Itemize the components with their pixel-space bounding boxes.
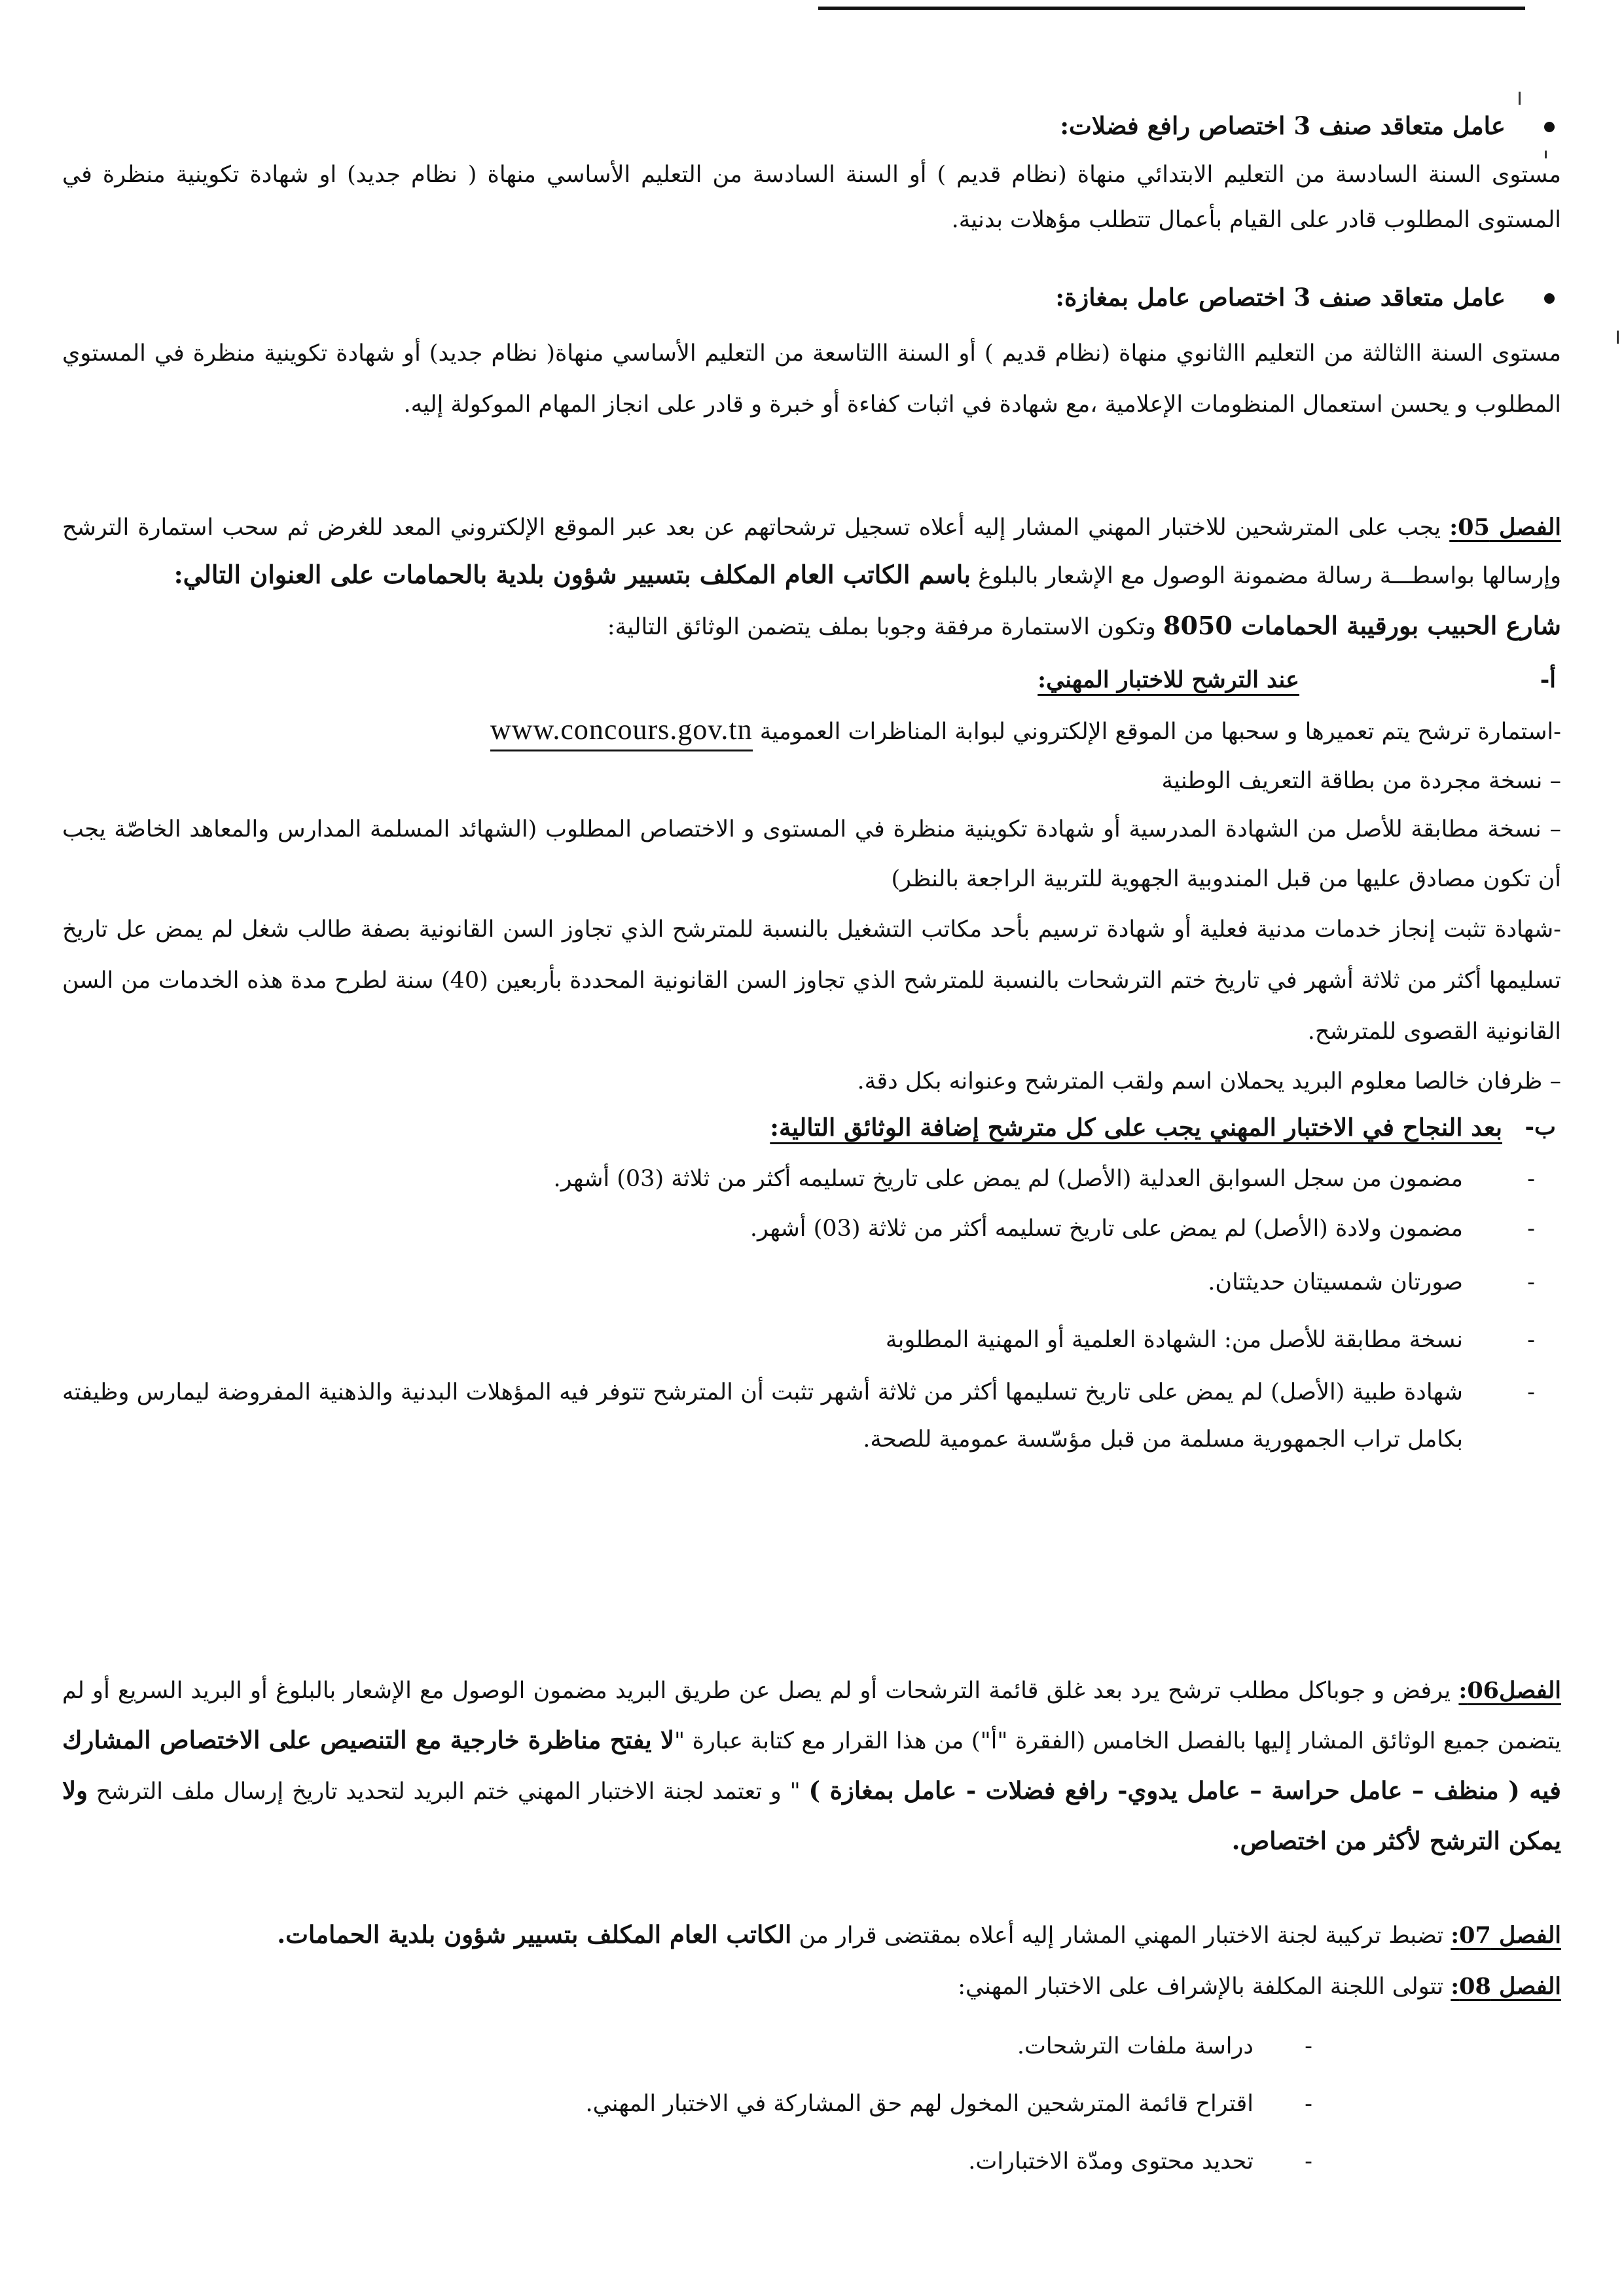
article-label: الفصل 08:: [1451, 1973, 1561, 2000]
list-item: [62, 2133, 1561, 2190]
list-item-text: نسخة مطابقة للأصل من: الشهادة العلمية أو المهنية المطلوبة: [885, 1327, 1463, 1353]
list-item: [62, 2075, 1561, 2133]
list-item-text: مضمون ولادة (الأصل) لم يمض على تاريخ تسليمه أكثر من ثلاثة (03) أشهر.: [749, 1216, 1463, 1242]
article-text: تضبط تركيبة لجنة الاختبار المهني المشار إليه أعلاه بمقتضى قرار من: [799, 1923, 1444, 1949]
bullet-dot-icon: [1544, 293, 1555, 304]
document-page: [62, 0, 1561, 2295]
bullet-title-text: عامل متعاقد صنف 3 اختصاص عامل بمغازة:: [1055, 283, 1506, 312]
article-text: تتولى اللجنة المكلفة بالإشراف على الاختبار المهني:: [958, 1974, 1444, 2000]
address-line: [62, 602, 1561, 651]
section-letter: أ-: [1540, 666, 1556, 693]
list-item: [62, 704, 1561, 757]
section-b-list: [62, 1154, 1561, 1463]
section-title: بعد النجاح في الاختبار المهني يجب على كل مترشح إضافة الوثائق التالية:: [770, 1113, 1502, 1142]
dash-icon: -: [1305, 2091, 1312, 2117]
list-item-text: مضمون من سجل السوابق العدلية (الأصل) لم يمض على تاريخ تسليمه أكثر من ثلاثة (03) أشهر.: [553, 1166, 1463, 1192]
dash-icon: -: [1527, 1379, 1535, 1405]
list-item: [62, 1369, 1561, 1463]
address-bold: شارع الحبيب بورقيبة الحمامات 8050: [1163, 611, 1561, 640]
article-06: [62, 1666, 1561, 1867]
bullet-title-text: عامل متعاقد صنف 3 اختصاص رافع فضلات:: [1060, 111, 1506, 140]
bullet-body: مستوى السنة السادسة من التعليم الابتدائي منهاة (نظام قديم ) أو السنة السادسة من التعليم الأساسي منهاة ( نظام جديد) او شهادة تكوينية منظرة في المستوى المطلوب قادر على القيام بأعمال تتطلب مؤهلات بدنية.: [62, 162, 1561, 233]
list-item: -شهادة تثبت إنجاز خدمات مدنية فعلية أو شهادة ترسيم بأحد مكاتب التشغيل بالنسبة للمترشح الذي تجاوز السن القانونية بصفة طالب شغل لم يمض عل تاريخ تسليمها أكثر من ثلاثة أشهر في تاريخ ختم الترشحات بالنسبة للمترشح الذي تجاوز السن القانونية المحددة بأربعين (40) سنة لطرح مدة هذه الخدمات من السن القانونية القصوى للمترشح.: [62, 916, 1561, 1045]
list-item: [62, 2017, 1561, 2075]
article-07-paragraph: [62, 1911, 1561, 1959]
bullet-dot-icon: [1544, 122, 1555, 132]
dash-icon: -: [1527, 1327, 1535, 1353]
article-08-paragraph: [62, 1964, 1561, 2010]
dash-icon: -: [1527, 1269, 1535, 1295]
bullet-section-1: [62, 103, 1561, 243]
article-text: يرفض و جوباكل مطلب ترشح يرد بعد غلق قائمة الترشحات أو لم يصل عن طريق البريد مضمون الوصول مع الإشعار بالبلوغ أو البريد السريع أو لم يتضمن جميع الوثائق المشار إليها بالفصل الخامس (الفقرة "أ") من هذا القرار مع كتابة عبارة ": [62, 1678, 1561, 1754]
dash-icon: -: [1527, 1166, 1535, 1192]
section-a-heading: [62, 656, 1561, 704]
article-label: الفصل 05:: [1449, 514, 1561, 541]
bullet-title: [62, 275, 1561, 320]
article-text: يجب على المترشحين للاختبار المهني المشار إليه أعلاه تسجيل ترشحاتهم عن بعد عبر الموقع الإلكتروني المعد للغرض ثم سحب استمارة الترشح وإرسالها بواسطـــة رسالة مضمونة الوصول مع الإشعار بالبلوغ: [62, 515, 1561, 589]
section-title: عند الترشح للاختبار المهني:: [1038, 666, 1299, 693]
list-item: – ظرفان خالصا معلوم البريد يحملان اسم ولقب المترشح وعنوانه بكل دقة.: [857, 1068, 1561, 1094]
list-item: [62, 1254, 1561, 1311]
bullet-section-2: [62, 275, 1561, 430]
article-text: " و تعتمد لجنة الاختبار المهني ختم البريد لتحديد تاريخ إرسال ملف الترشح: [96, 1779, 801, 1805]
list-item: [62, 1311, 1561, 1369]
list-item: [62, 1204, 1561, 1254]
list-item: – نسخة مجردة من بطاقة التعريف الوطنية: [1161, 768, 1561, 794]
article-06-paragraph: [62, 1666, 1561, 1867]
list-item-text: صورتان شمسيتان حديثتان.: [1208, 1269, 1463, 1295]
bullet-title: [62, 103, 1561, 149]
article-label: الفصل 07:: [1451, 1922, 1561, 1949]
list-item-text: شهادة طبية (الأصل) لم يمض على تاريخ تسليمها أكثر من ثلاثة أشهر تثبت أن المترشح تتوفر فيه المؤهلات البدنية والذهنية المفروضة ليمارس وظيفته بكامل تراب الجمهورية مسلمة من قبل مؤسّسة عمومية للصحة.: [62, 1379, 1464, 1453]
dash-icon: -: [1305, 2148, 1312, 2175]
section-b-heading: [62, 1106, 1561, 1150]
article-05: [62, 504, 1561, 1463]
article-text-bold: باسم الكاتب العام المكلف بتسيير شؤون بلدية بالحمامات على العنوان التالي:: [173, 560, 971, 589]
list-item-text: اقتراح قائمة المترشحين المخول لهم حق المشاركة في الاختبار المهني.: [585, 2091, 1254, 2117]
article-text-bold: لا يفتح مناظرة خارجية مع التنصيص على الاختصاص المشارك فيه ( منظف – عامل حراسة – عامل يدوي- رافع فضلات - عامل بمغازة ): [62, 1726, 1561, 1805]
article-label: الفصل06:: [1458, 1677, 1561, 1704]
section-letter: ب-: [1525, 1113, 1556, 1140]
article-07: [62, 1911, 1561, 1959]
scan-mark: [1617, 331, 1619, 344]
article-08-list: [62, 2017, 1561, 2190]
article-08: [62, 1964, 1561, 2190]
dash-icon: -: [1305, 2033, 1312, 2059]
dash-icon: -: [1527, 1216, 1535, 1242]
list-item-text: -استمارة ترشح يتم تعميرها و سحبها من الموقع الإلكتروني لبوابة المناظرات العمومية: [759, 719, 1561, 745]
article-text-bold: الكاتب العام المكلف بتسيير شؤون بلدية الحمامات.: [277, 1920, 792, 1949]
bullet-body: مستوى السنة االثالثة من التعليم االثانوي منهاة (نظام قديم ) أو السنة االتاسعة من التعليم الأساسي منهاة( نظام جديد) أو شهادة تكوينية منظرة في المستوي المطلوب و يحسن استعمال المنظومات الإعلامية ،مع شهادة في اثبات كفاءة أو خبرة و قادر على انجاز المهام الموكولة إليه.: [62, 340, 1561, 418]
article-05-paragraph: [62, 504, 1561, 600]
list-item-text: دراسة ملفات الترشحات.: [1017, 2033, 1254, 2059]
address-rest: وتكون الاستمارة مرفقة وجوبا بملف يتضمن الوثائق التالية:: [607, 614, 1156, 640]
list-item: [62, 1154, 1561, 1204]
article-text-bold: ولا يمكن الترشح لأكثر من اختصاص.: [62, 1776, 1561, 1855]
list-item-text: تحديد محتوى ومدّة الاختبارات.: [968, 2148, 1254, 2175]
list-item: – نسخة مطابقة للأصل من الشهادة المدرسية أو شهادة تكوينية منظرة في المستوى و الاختصاص المطلوب (الشهائد المسلمة المدارس والمعاهد الخاصّة يجب أن تكون مصادق عليها من قبل المندوبية الجهوية للتربية الراجعة بالنظر): [62, 816, 1561, 892]
portal-url-link[interactable]: www.concours.gov.tn: [490, 714, 753, 751]
